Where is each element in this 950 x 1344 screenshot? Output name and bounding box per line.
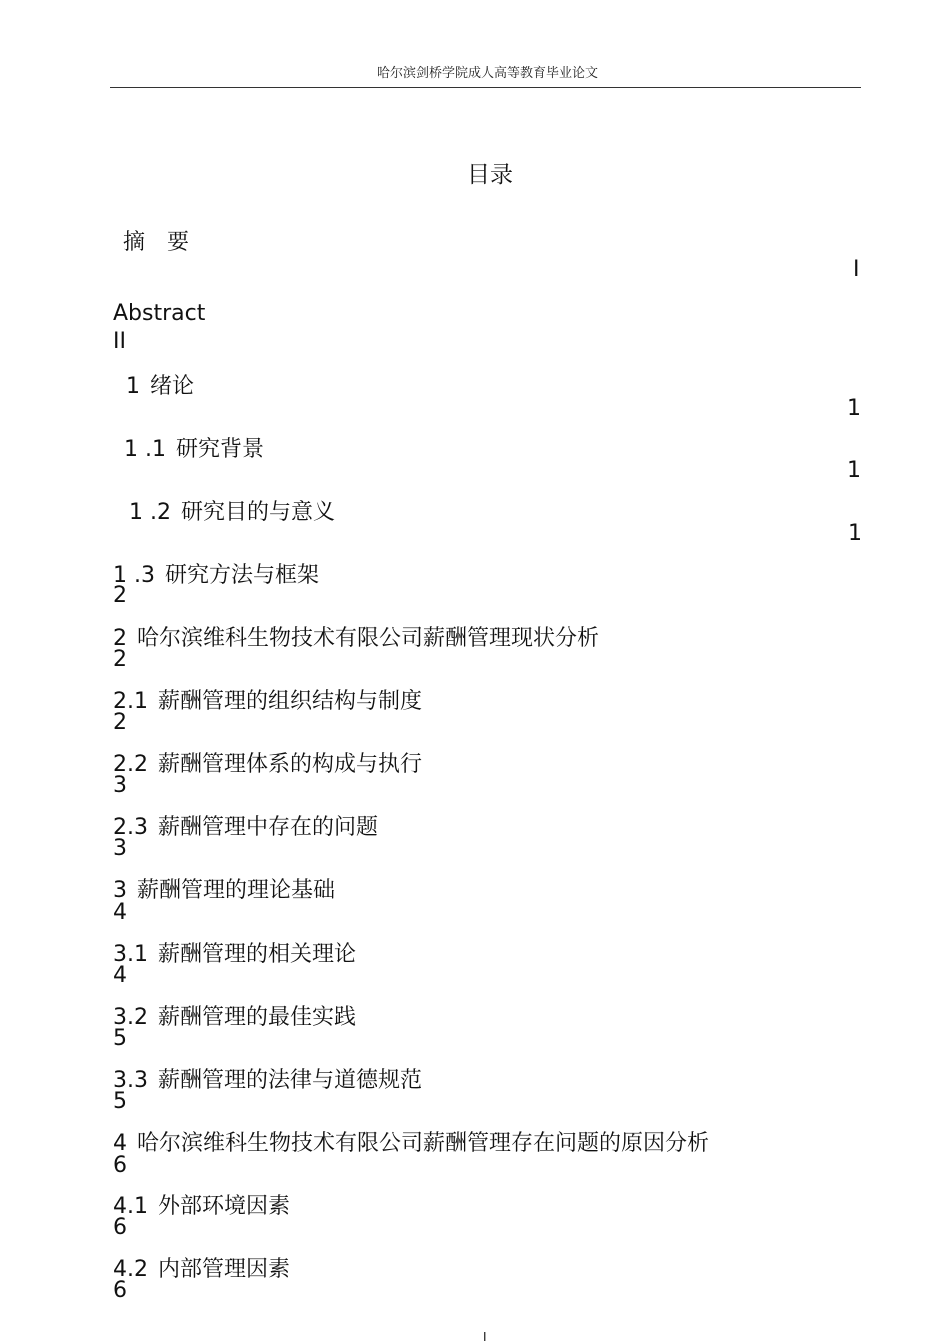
toc-entry-label[interactable]	[113, 1068, 422, 1094]
footer-page-number: I	[483, 1330, 487, 1344]
toc-entry-page-number: 1	[847, 458, 861, 483]
toc-entry-text: 哈尔滨维科生物技术有限公司薪酬管理现状分析	[137, 626, 600, 651]
toc-entry-text: 薪酬管理的组织结构与制度	[158, 689, 423, 714]
toc-entry-page-number: 6	[113, 1215, 127, 1240]
toc-entry-number: 3	[113, 878, 127, 903]
toc-entry-page-number: 1	[847, 396, 861, 421]
toc-entry-text: 薪酬管理的法律与道德规范	[158, 1068, 423, 1093]
toc-entry-number: 4	[113, 1131, 127, 1156]
toc-entry-number: 4.2	[113, 1257, 148, 1282]
toc-entry-label[interactable]	[126, 374, 194, 400]
toc-entry-number: 1 .2	[129, 500, 171, 525]
toc-entry-label[interactable]	[113, 689, 422, 715]
toc-entry-number: 1 .3	[113, 563, 155, 588]
toc-entry-label[interactable]	[113, 1005, 356, 1031]
toc-entry-text: 研究方法与框架	[164, 563, 319, 588]
toc-entry-number: 3.2	[113, 1005, 148, 1030]
toc-entry-label[interactable]	[113, 878, 335, 904]
toc-entry-text: 研究目的与意义	[180, 500, 335, 525]
toc-entry-page-number: 2	[113, 647, 127, 672]
toc-entry-page-number: 6	[113, 1153, 127, 1178]
toc-entry-text: 薪酬管理的理论基础	[137, 878, 336, 903]
toc-entry-page-number: 3	[113, 836, 127, 861]
toc-entry-page-number: 5	[113, 1089, 127, 1114]
toc-entry-text: 薪酬管理的最佳实践	[158, 1005, 357, 1030]
toc-entry-label[interactable]	[113, 1257, 290, 1283]
toc-entry-label[interactable]	[113, 301, 205, 327]
toc-entry-text: 摘 要	[123, 230, 190, 255]
toc-entry-page-number: 2	[113, 710, 127, 735]
toc-entry-number: 2.2	[113, 752, 148, 777]
toc-entry-page-number: 6	[113, 1278, 127, 1303]
toc-entry-label[interactable]	[124, 437, 264, 463]
toc-entry-text: 研究背景	[175, 437, 264, 462]
toc-entry-number: 4.1	[113, 1194, 148, 1219]
toc-entry-page-number: 5	[113, 1026, 127, 1051]
toc-entry-label[interactable]	[113, 563, 319, 589]
toc-entry-label[interactable]	[113, 815, 378, 841]
toc-entry-label[interactable]	[113, 626, 599, 652]
toc-entry-label[interactable]	[113, 752, 422, 778]
toc-entry-text: 绪论	[150, 374, 195, 399]
toc-entry-number: 1	[126, 374, 140, 399]
toc-entry-page-number: II	[113, 329, 126, 354]
toc-entry-page-number: 3	[113, 773, 127, 798]
toc-entry-text: 薪酬管理中存在的问题	[158, 815, 379, 840]
toc-entry-text: 内部管理因素	[158, 1257, 291, 1282]
toc-entry-page-number: 2	[113, 583, 127, 608]
toc-entry-number: 3.1	[113, 942, 148, 967]
toc-entry-text: 薪酬管理的相关理论	[158, 942, 357, 967]
toc-entry-label[interactable]	[123, 230, 189, 256]
toc-entry-page-number: I	[853, 257, 860, 282]
toc-entry-number: 2.3	[113, 815, 148, 840]
toc-entry-page-number: 1	[848, 521, 862, 546]
toc-entry-page-number: 4	[113, 900, 127, 925]
toc-entry-number: 2	[113, 626, 127, 651]
toc-entry-label[interactable]	[129, 500, 335, 526]
toc-entry-text: 外部环境因素	[158, 1194, 291, 1219]
running-header: 哈尔滨剑桥学院成人高等教育毕业论文	[376, 66, 598, 81]
toc-entry-page-number: 4	[113, 963, 127, 988]
header-rule	[110, 87, 861, 88]
toc-entry-label[interactable]	[113, 1194, 290, 1220]
toc-entry-number: 1 .1	[124, 437, 166, 462]
toc-entry-text: 哈尔滨维科生物技术有限公司薪酬管理存在问题的原因分析	[137, 1131, 710, 1156]
toc-entry-label[interactable]	[113, 942, 356, 968]
toc-entry-text: Abstract	[113, 301, 206, 326]
toc-entry-number: 3.3	[113, 1068, 148, 1093]
toc-entry-number: 2.1	[113, 689, 148, 714]
toc-entry-text: 薪酬管理体系的构成与执行	[158, 752, 423, 777]
toc-entry-label[interactable]	[113, 1131, 709, 1157]
toc-title: 目录	[467, 162, 513, 188]
